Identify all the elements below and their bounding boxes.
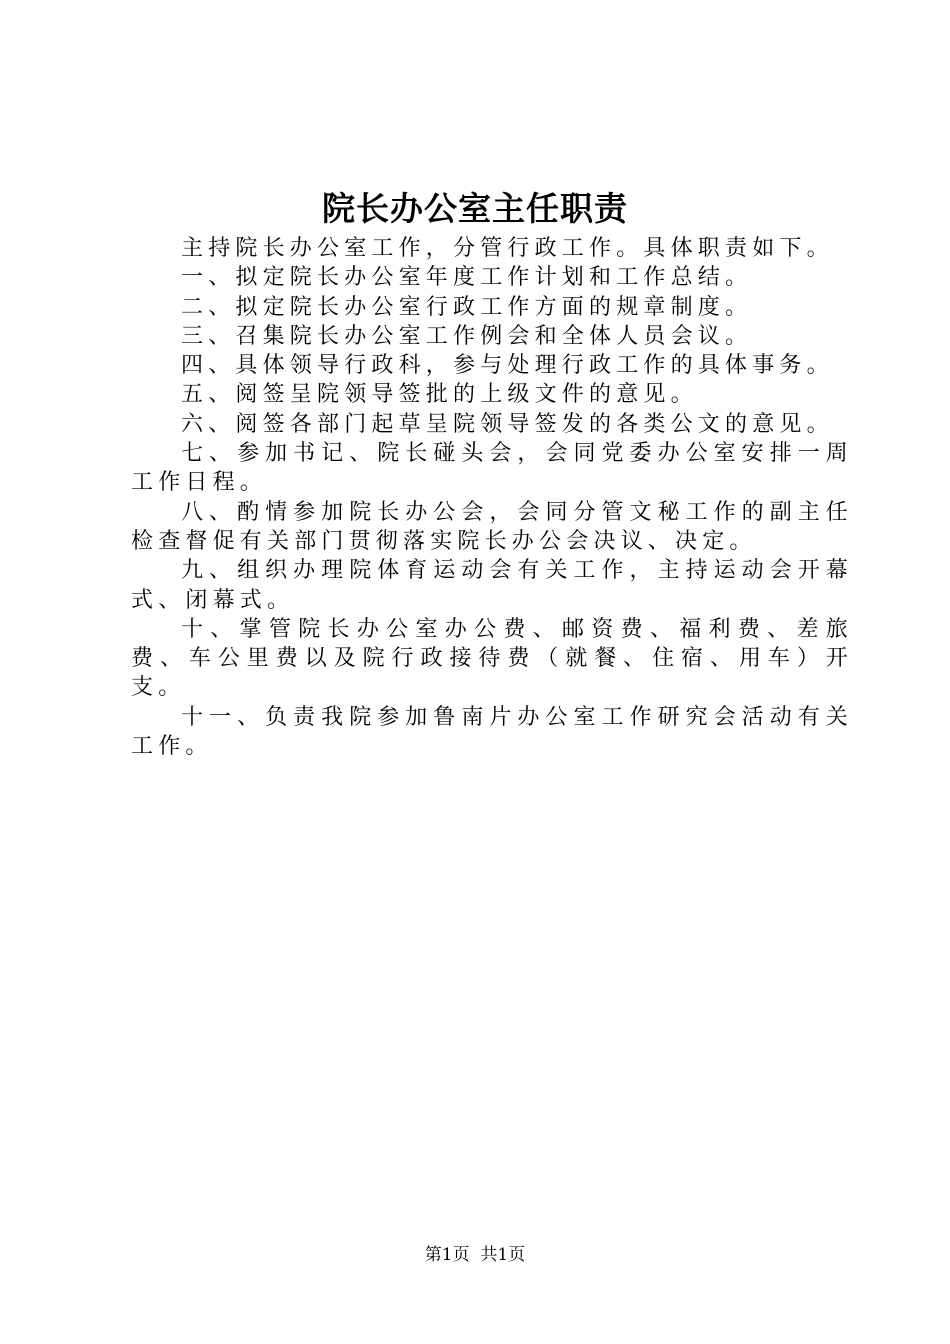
paragraph-item-11: 十一、负责我院参加鲁南片办公室工作研究会活动有关工作。 [131,704,853,760]
paragraph-item-6: 六、阅签各部门起草呈院领导签发的各类公文的意见。 [181,411,834,437]
document-title: 院长办公室主任职责 [322,189,628,228]
paragraph-item-10: 十、掌管院长办公室办公费、邮资费、福利费、差旅费、车公里费以及院行政接待费（就餐、住宿、用车）开支。 [131,616,853,701]
paragraph-item-9: 九、组织办理院体育运动会有关工作，主持运动会开幕式、闭幕式。 [131,558,853,613]
paragraph-item-2: 二、拟定院长办公室行政工作方面的规章制度。 [181,294,753,320]
paragraph-intro: 主持院长办公室工作，分管行政工作。具体职责如下。 [181,236,834,261]
paragraph-item-8: 八、酌情参加院长办公会，会同分管文秘工作的副主任检查督促有关部门贯彻落实院长办公会决议、决定。 [131,499,853,554]
paragraph-item-1: 一、拟定院长办公室年度工作计划和工作总结。 [181,265,753,291]
paragraph-item-4: 四、具体领导行政科，参与处理行政工作的具体事务。 [181,353,834,379]
paragraph-item-3: 三、召集院长办公室工作例会和全体人员会议。 [181,323,753,349]
paragraph-item-7: 七、参加书记、院长碰头会，会同党委办公室安排一周工作日程。 [131,441,853,496]
paragraph-item-5: 五、阅签呈院领导签批的上级文件的意见。 [181,382,698,408]
page-footer: 第1页 共1页 [424,1245,526,1265]
document-body [131,234,853,761]
